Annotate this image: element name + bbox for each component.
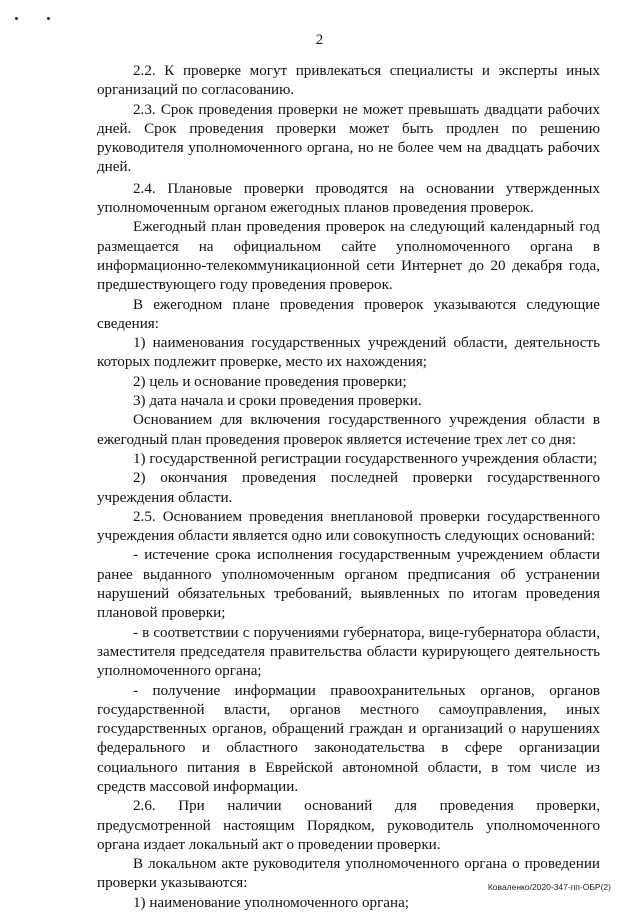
list-item-1: 1) наименование уполномоченного органа; [133, 894, 409, 911]
paragraph-plan-contents: В ежегодном плане проведения проверок указываются следующие сведения: [97, 296, 600, 332]
paragraph-2-5: 2.5. Основанием проведения внеплановой проверки государственного учреждения области является одно или совокупность следующих оснований: [97, 508, 600, 545]
bullet-item: - в соответствии с поручениями губернатора, вице-губернатора области, заместителя председателя правительства области курирующего деятельность уполномоченного органа; [97, 624, 600, 680]
list-item-1: 1) наименования государственных учреждений области, деятельность которых подлежит проверке, место их нахождения; [97, 335, 600, 371]
scan-artifact-dot [15, 17, 18, 20]
document-body [97, 62, 600, 913]
scan-artifact-dot [47, 17, 50, 20]
paragraph-inclusion-basis: Основанием для включения государственного учреждения области в ежегодный план проведения проверок является истечение трех лет со дня: [97, 412, 600, 448]
paragraph-annual-plan: Ежегодный план проведения проверок на следующий календарный год размещается на официальном сайте уполномоченного органа в информационно-телекоммуникационной сети Интернет до 20 декабря года, предшествующего году проведения проверок. [97, 219, 600, 294]
list-item-3: 3) дата начала и сроки проведения проверки. [133, 393, 422, 410]
bullet-item: - получение информации правоохранительных органов, органов государственной власти, органов местного самоуправления, иных государственных органов, обращений граждан и организаций о нарушениях федерального и областного законодательства в сфере организации социального питания в Еврейской автономной области, в том числе из средств массовой информации. [97, 682, 600, 795]
list-item-2: 2) цель и основание проведения проверки; [133, 373, 407, 390]
page-number: 2 [315, 32, 324, 48]
list-item-1: 1) государственной регистрации государственного учреждения области; [133, 450, 598, 467]
bullet-item: - истечение срока исполнения государственным учреждением области ранее выданного уполномоченным органом предписания об устранении нарушений обязательных требований, выявленных по итогам проведения плановой проверки; [97, 547, 600, 622]
paragraph-local-act: В локальном акте руководителя уполномоченного органа о проведении проверки указываются: [97, 856, 600, 892]
paragraph-2-6: 2.6. При наличии оснований для проведения проверки, предусмотренной настоящим Порядком, руководитель уполномоченного органа издает локальный акт о проведении проверки. [97, 798, 600, 853]
paragraph-2-2: 2.2. К проверке могут привлекаться специалисты и эксперты иных организаций по согласованию. [97, 63, 600, 99]
footer-document-code: Коваленко/2020-347-пп-ОБР(2) [487, 882, 611, 892]
list-item-2: 2) окончания проведения последней проверки государственного учреждения области. [97, 470, 600, 506]
paragraph-2-4: 2.4. Плановые проверки проводятся на основании утвержденных уполномоченным органом ежегодных планов проведения проверок. [97, 180, 600, 217]
paragraph-2-3: 2.3. Срок проведения проверки не может превышать двадцати рабочих дней. Срок проведения проверки может быть продлен по решению руководителя уполномоченного органа, но не более чем на двадцать рабочих дней. [97, 101, 600, 176]
